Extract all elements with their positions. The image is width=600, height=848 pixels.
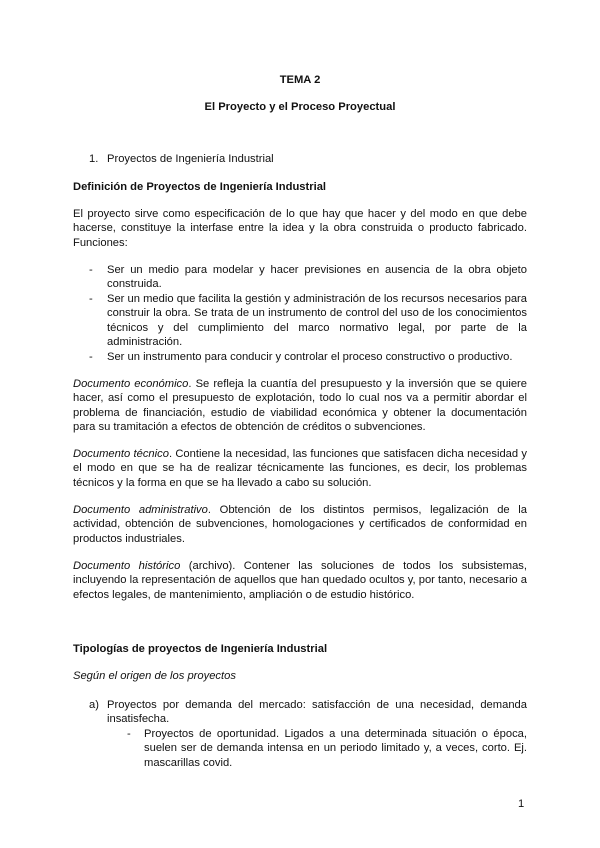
item-a-marker: a) <box>89 699 99 711</box>
doc-administrativo-paragraph <box>73 503 527 546</box>
doc-text: . Contiene la necesidad, las funciones que satisfacen dicha necesidad y el modo en que se ha de realizar técnicamente las funciones, es decir, los problemas técnicos y la forma en que se ha llevado a cabo su solución. <box>73 448 527 489</box>
bullet-dash: - <box>89 293 93 305</box>
typologies-heading: Tipologías de proyectos de Ingeniería Industrial <box>73 643 328 655</box>
item-a-text: Proyectos por demanda del mercado: satisfacción de una necesidad, demanda insatisfecha. <box>107 699 527 726</box>
function-item: Ser un instrumento para conducir y controlar el proceso constructivo o productivo. <box>107 351 513 363</box>
sub-bullet-dash: - <box>127 728 131 740</box>
definition-heading: Definición de Proyectos de Ingeniería Industrial <box>73 181 327 193</box>
doc-text: . Se refleja la cuantía del presupuesto y la inversión que se quiere hacer, así como el presupuesto de explotación, todo lo cual nos va a permitir abordar el problema de financiación, estudio de viabilidad económica y obtener la documentación para su tramitación a efectos de obtención de créditos o subvenciones. <box>73 378 527 434</box>
doc-tecnico-paragraph <box>73 447 527 490</box>
doc-economico-paragraph <box>73 377 527 435</box>
definition-intro: El proyecto sirve como especificación de lo que hay que hacer y del modo en que debe hacerse, constituye la interfase entre la idea y la obra construida o producto fabricado. Funciones: <box>73 208 527 249</box>
tema-title: TEMA 2 <box>279 74 321 86</box>
doc-term: Documento histórico <box>73 560 181 572</box>
function-item: Ser un medio para modelar y hacer previsiones en ausencia de la obra objeto construida. <box>107 264 527 291</box>
doc-text: . Obtención de los distintos permisos, legalización de la actividad, obtención de subvenciones, homologaciones y certificados de conformidad en productos industriales. <box>73 504 527 545</box>
doc-historico-paragraph <box>73 559 527 602</box>
section-label: Proyectos de Ingeniería Industrial <box>107 153 274 165</box>
typologies-subheading: Según el origen de los proyectos <box>73 670 236 682</box>
function-item: Ser un medio que facilita la gestión y administración de los recursos necesarios para construir la obra. Se trata de un instrumento de control del uso de los conocimientos técnicos y del cumplimiento del marco normativo legal, por parte de la administración. <box>107 293 527 349</box>
doc-term: Documento administrativo <box>73 504 208 516</box>
document-subtitle: El Proyecto y el Proceso Proyectual <box>204 101 396 113</box>
doc-text: (archivo). Contener las soluciones de todos los subsistemas, incluyendo la representación de aquellos que han quedado ocultos y, por tanto, necesario a efectos legales, de mantenimiento, ampliación o de estudio histórico. <box>73 560 527 601</box>
sub-item-text: Proyectos de oportunidad. Ligados a una determinada situación o época, suelen ser de demanda intensa en un periodo limitado y, a veces, corto. Ej. mascarillas covid. <box>144 728 527 769</box>
doc-term: Documento económico <box>73 378 189 390</box>
section-number: 1. <box>89 153 99 165</box>
bullet-dash: - <box>89 351 93 363</box>
bullet-dash: - <box>89 264 93 276</box>
page-number: 1 <box>518 798 525 810</box>
doc-term: Documento técnico <box>73 448 169 460</box>
